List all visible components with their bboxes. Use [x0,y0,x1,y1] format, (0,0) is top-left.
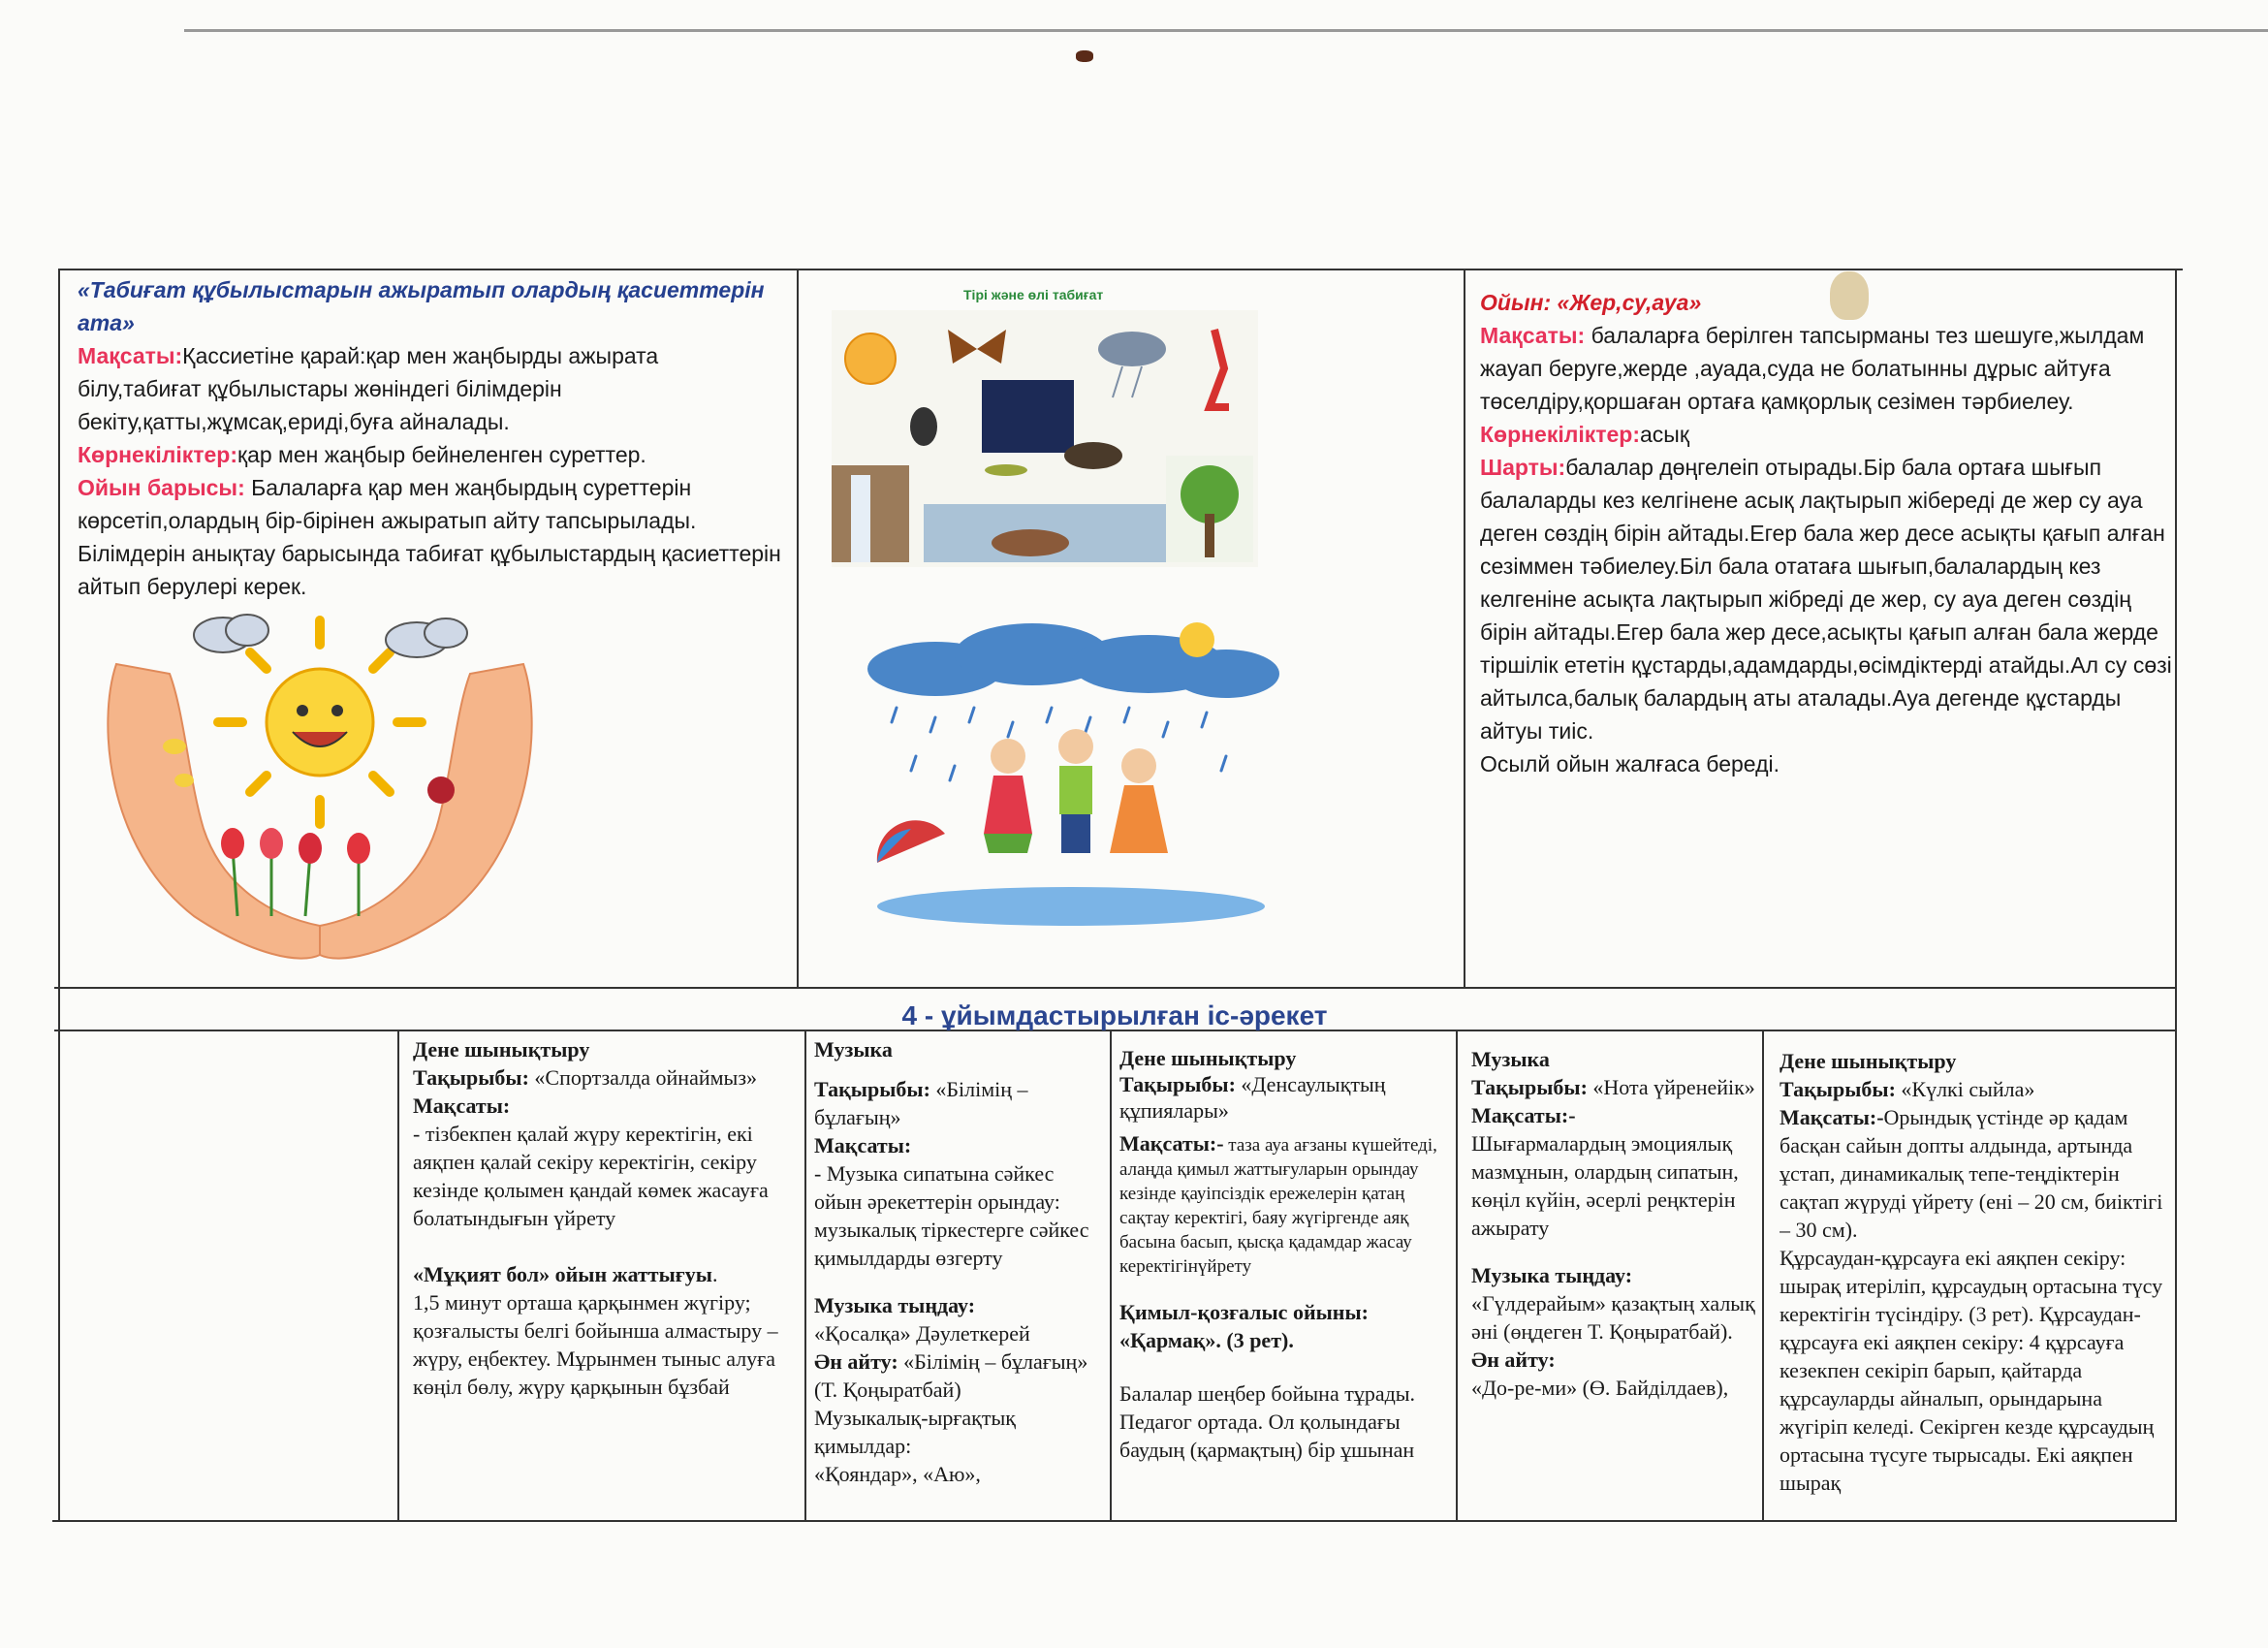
goal: Шығармалардың эмоциялық мазмұнын, олардың сипатын, көңіл күйін, әсерлі реңктерін ажырату [1471,1131,1739,1240]
section-title: 4 - ұйымдастырылған іс-әрекет [901,1000,1328,1030]
sing-label: Ән айту: [814,1349,898,1374]
topic-label: Тақырыбы: [1780,1077,1896,1101]
bottom-col-divider-2 [804,1030,806,1520]
topic-label: Тақырыбы: [1471,1075,1588,1099]
game-text: Балалар шеңбер бойына тұрады. Педагог ортада. Ол қолындағы баудың (қармақтың) бір ұшынан [1119,1381,1416,1462]
condition-label: Шарты: [1480,455,1566,480]
umbrella-icon [877,820,945,863]
topic: «Күлкі сыйла» [1895,1077,2035,1101]
goal-label: Мақсаты: [78,343,183,368]
topic: «Спортзалда ойнаймыз» [528,1065,758,1090]
goal: Орындық үстінде әр қадам басқан сайын допты алдында, артында ұстап, динамикалық тепе-теңдіктерін сақтап жүруді үйрету (ені – 20 см, биіктігі – 30 см). [1780,1105,2163,1242]
night-sky-icon [982,380,1074,453]
table-bottom-border [52,1520,2175,1522]
condition-text: балалар дөңгелеіп отырады.Бір бала ортаға шығып балаларды кез келгінене асық лақтырып жібереді де жер су ауа деген сөздің бірін айтады.Егер бала жер десе асықты қағып алған сезіммен тәбиелеу.Біл бала отатаға шығып,балалардың кез келгеніне асықта лақтырып жібреді де жер, су ауа деген сөздің бірін айтады.Егер бала жер десе,асықты қағып алған бала жерде тіршілік ететін құстарды,адамдарды,өсімдіктерді атайды.Ал су сөзі айтылса,балық балардың аты аталады.Ауа дегенде құстарды айтуы тиіс. [1480,455,2172,744]
goal-label: Мақсаты:- [1780,1105,1884,1129]
goal-label: Мақсаты:- [1119,1131,1224,1156]
subject: Дене шынықтыру [1119,1046,1297,1070]
subject: Музыка [1471,1047,1550,1071]
goal-label: Мақсаты: [413,1093,511,1118]
living-nonliving-nature-chart [832,310,1258,567]
game-title: «Мұқият бол» ойын жаттығуы [413,1262,712,1286]
goal: таза ауа ағзаны күшейтеді, алаңда қимыл жаттығуларын орындау кезінде қауіпсіздік ережелерін қатаң сақтау керектігі, баяу жүгіргенде аяқ басына басып, қысқа қадамдар жасау керектігінүйрету [1119,1135,1437,1277]
visual-text: асық [1640,422,1689,447]
game-label: Ойын: [1480,290,1552,315]
subject: Дене шынықтыру [413,1037,590,1062]
subject: Дене шынықтыру [1780,1049,1957,1073]
hedgehog-icon [1064,442,1122,469]
scan-top-edge [184,29,2268,32]
goal-text: Қассиетіне қарай:қар мен жаңбырды ажырата білу,табиғат құбылыстары жөніндегі білімдерін бекіту,қатты,жұмсақ,ериді,буға айналады. [78,343,659,434]
bottom-col-divider-1 [397,1030,399,1520]
goal-label: Мақсаты: [1480,323,1586,348]
visual-label: Көрнекіліктер: [78,442,237,467]
rain-cloud-icon [867,623,1279,698]
listen-label: Музыка тыңдау: [814,1293,976,1317]
scan-speck [1076,50,1093,62]
tree-icon [1166,456,1253,562]
dance-label: Музыкалық-ырғақтық қимылдар: [814,1406,1016,1458]
grasshopper-icon [985,464,1027,476]
sun-icon [1180,622,1214,657]
sun-icon [218,620,422,824]
top-col-divider-2 [1464,269,1465,987]
topic-label: Тақырыбы: [1119,1072,1236,1096]
bottom-col-divider-5 [1762,1030,1764,1520]
bottom-col-divider-3 [1110,1030,1112,1520]
listen: «Гүлдерайым» қазақтың халық әні (өңдеген Т. Қоңыратбай). [1471,1291,1755,1344]
bird-icon [910,407,937,446]
topic: «Нота үйренейік» [1587,1075,1755,1099]
game-text: 1,5 минут орташа қарқынмен жүгіру; қозғалысты белгі бойынша алмастыру – жүру, еңбектеу. Мұрынмен тыныс алуға көңіл бөлу, жүру қарқынын бұзбай [413,1290,778,1399]
goal-label: Мақсаты:- [1471,1103,1576,1127]
table-right-border [2175,269,2177,1522]
cloud-icon [194,615,467,657]
table-left-border [58,269,60,1522]
top-col-divider-1 [797,269,799,987]
sing-label: Ән айту: [1471,1347,1556,1372]
process-text: Балаларға қар мен жаңбырдың суреттерін көрсетіп,олардың бір-бірінен ажыратып айту тапсырылады. Білімдерін анықтау барысында табиғат құбылыстардың қасиеттерін айтып берулері керек. [78,475,781,599]
game-title: «Табиғат құбылыстарын ажыратып олардың қасиеттерін ата» [78,277,765,335]
table-top-border [60,269,2183,270]
process-label: Ойын барысы: [78,475,245,500]
goal-text: балаларға берілген тапсырманы тез шешуге,жылдам жауап беруге,жерде ,ауада,суда не болатынны дұрыс айтуға төселдіру,қоршаған ортаға қамқорлық сезімен тәрбиелеу. [1480,323,2145,414]
dance: «Қояндар», «Аю», [814,1462,981,1486]
lesson-pe-sports-hall [413,1035,799,1517]
text2: Құрсаудан-құрсауға екі аяқпен секіру: шырақ итеріліп, құрсаудың ортасына түсу керектігін түсіндіру. (3 рет). Құрсаудан-құрсауға екі аяқпен секіру: 4 құрсауға кезекпен секіріп барып, қайтарда құрсауларды айналып, орындарына жүгіріп келеді. Секірген кезде құрсаудың ортасына түсуге тырысады. Екі аяқпен шырақ [1780,1246,2163,1495]
game-name: «Жер,су,ауа» [1557,290,1702,315]
visual-text: қар мен жаңбыр бейнеленген суреттер. [237,442,646,467]
children-in-rain-illustration [858,611,1284,931]
visual-label: Көрнекіліктер: [1480,422,1640,447]
bottom-col-divider-4 [1456,1030,1458,1520]
topic-label: Тақырыбы: [413,1065,529,1090]
table-mid-border [54,987,2177,989]
game-card-nature [78,273,785,603]
goal-label: Мақсаты: [814,1133,912,1157]
lesson-pe-gift-laughter [1780,1047,2172,1517]
sing: «До-ре-ми» (Ө. Байділдаев), [1471,1376,1729,1400]
ending-text: Осылй ойын жалғаса береді. [1480,751,1780,776]
topic: «Білімің – бұлағың» [814,1077,1028,1129]
listen-label: Музыка тыңдау: [1471,1263,1633,1287]
game-dot: . [711,1262,718,1286]
game-card-earth-water-air [1480,286,2173,984]
topic-label: Тақырыбы: [814,1077,930,1101]
lesson-music-knowledge [814,1035,1107,1517]
picture-caption: Тірі және өлі табиғат [963,287,1104,302]
listen: «Қосалқа» Дәулеткерей [814,1321,1030,1346]
hands-sun-illustration [78,606,562,979]
game-title: Қимыл-қозғалыс ойыны: «Қармақ». (3 рет). [1119,1300,1369,1352]
subject: Музыка [814,1037,893,1062]
goal: - Музыка сипатына сәйкес ойын әрекеттерін орындау: музыкалық тіркестерге сәйкес қимылдарды өзгерту [814,1161,1089,1270]
children-icon [984,729,1168,853]
sing: «Білімің – бұлағың» (Т. Қоңыратбай) [814,1349,1088,1402]
sun-icon [845,333,896,384]
topic: «Денсаулықтың құпиялары» [1119,1072,1386,1123]
lesson-pe-health-secrets [1119,1045,1454,1517]
goal: - тізбекпен қалай жүру керектігін, екі аяқпен қалай секіру керектігін, секіру кезінде қолымен қандай көмек жасауға болатындығын үйрету [413,1122,769,1230]
lesson-music-notes [1471,1045,1760,1517]
